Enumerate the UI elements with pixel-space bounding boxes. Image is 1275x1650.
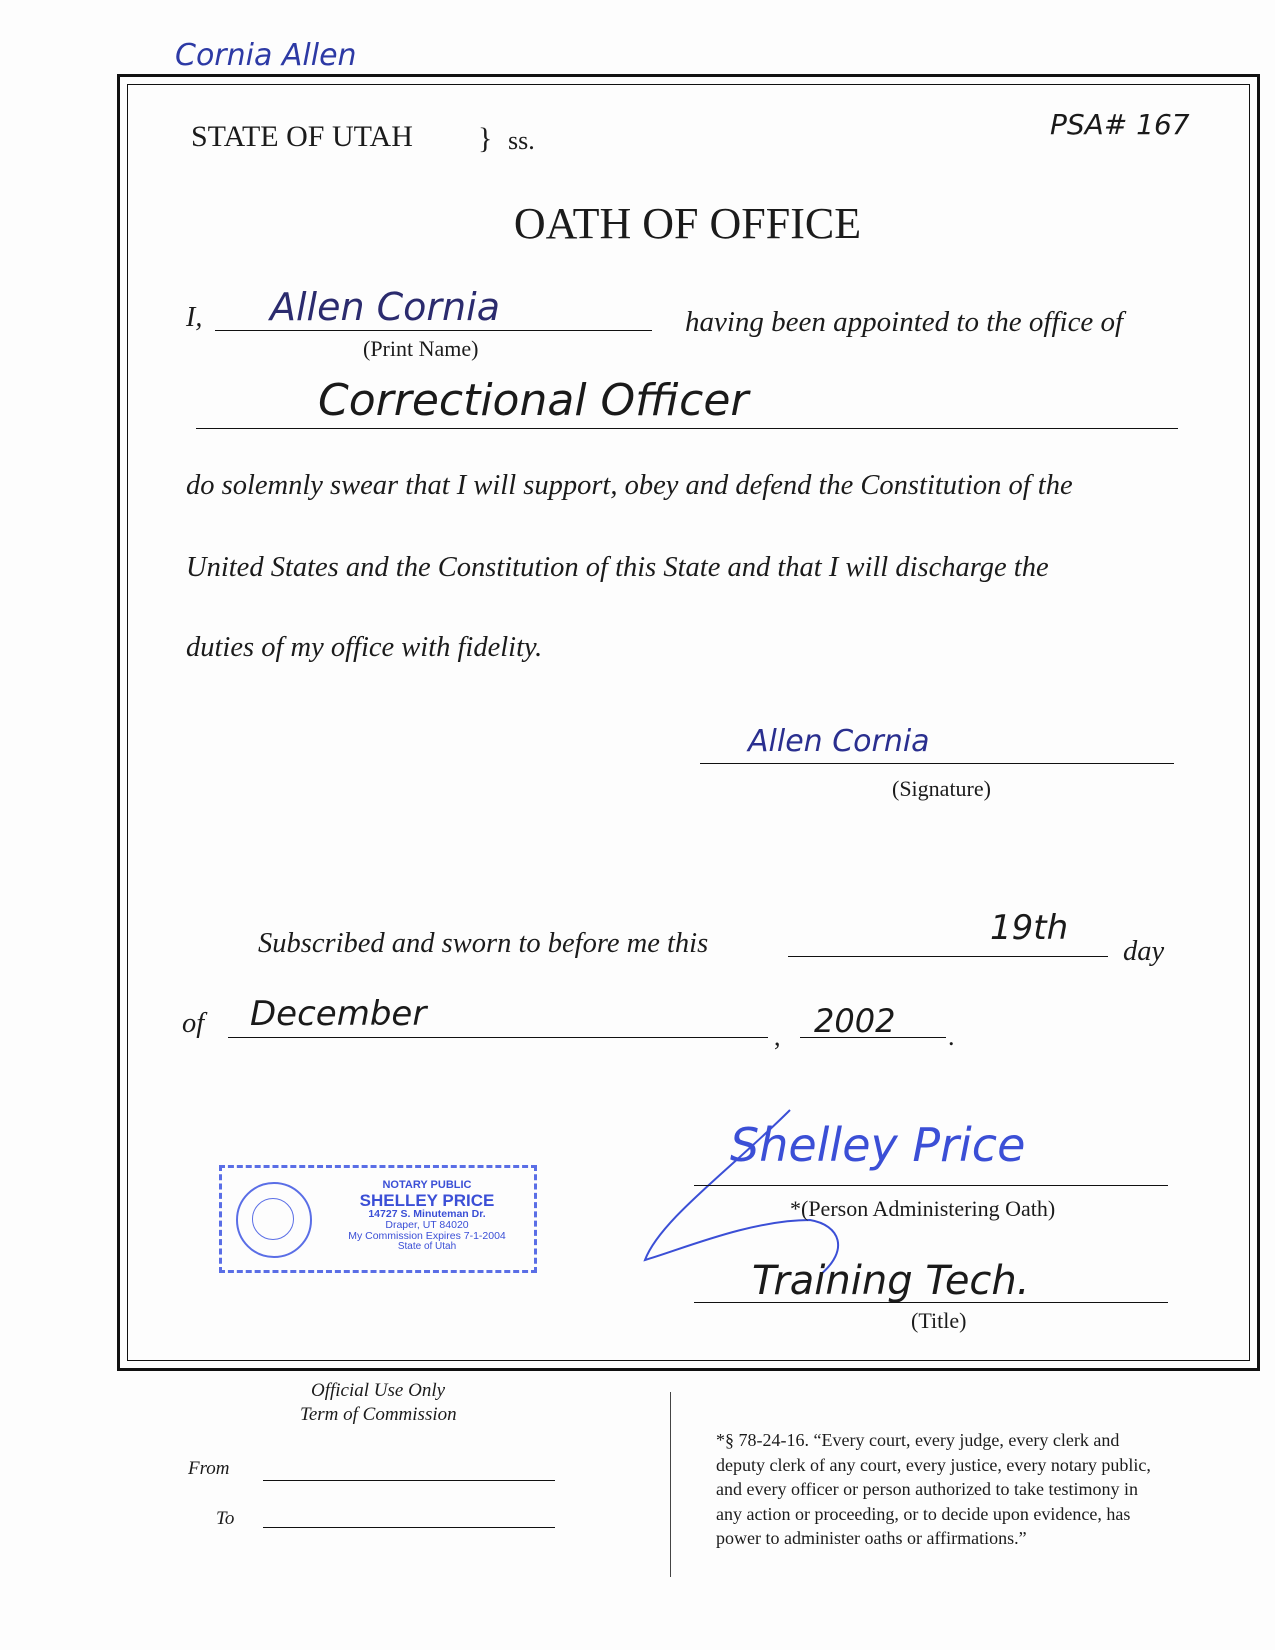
to-line[interactable] — [263, 1527, 555, 1528]
year-value: 2002 — [814, 1002, 896, 1040]
i-label: I, — [186, 302, 203, 333]
from-label: From — [188, 1458, 230, 1479]
oath-line-1: do solemnly swear that I will support, obey and defend the Constitution of the — [186, 470, 1073, 501]
date-comma: , — [774, 1022, 781, 1051]
official-use-heading: Official Use Only — [311, 1380, 446, 1401]
signature-flourish — [640, 1100, 900, 1280]
title-line — [694, 1302, 1168, 1303]
day-line — [788, 956, 1108, 957]
stamp-line-5: My Commission Expires 7-1-2004 — [348, 1230, 506, 1243]
venue-brace: } — [478, 122, 493, 155]
state-line: STATE OF UTAH — [191, 120, 413, 153]
footnote — [716, 1428, 1151, 1551]
signature-label: (Signature) — [892, 776, 991, 801]
print-name-line — [215, 330, 652, 331]
day-value: 19th — [990, 908, 1069, 948]
administrator-line — [694, 1185, 1168, 1186]
year-line — [800, 1037, 946, 1038]
top-handwritten-name: Cornia Allen — [175, 38, 357, 73]
signature-value: Allen Cornia — [748, 724, 930, 759]
stamp-line-1: NOTARY PUBLIC — [382, 1179, 472, 1191]
oath-line-2: United States and the Constitution of this State and that I will discharge the — [186, 552, 1049, 583]
administrator-label: *(Person Administering Oath) — [790, 1196, 1056, 1221]
footer-divider — [670, 1392, 671, 1577]
title-label: (Title) — [911, 1308, 967, 1333]
month-line — [228, 1037, 768, 1038]
footnote-line-2: deputy clerk of any court, every justice, every notary public, — [716, 1454, 1151, 1475]
office-value: Correctional Officer — [318, 375, 749, 426]
stamp-line-6: State of Utah — [397, 1241, 457, 1253]
month-value: December — [250, 994, 427, 1034]
stamp-line-2: SHELLEY PRICE — [359, 1190, 495, 1210]
office-line — [196, 428, 1178, 429]
state-seal-icon — [236, 1182, 312, 1258]
ss-label: ss. — [508, 126, 535, 155]
oath-line-3: duties of my office with fidelity. — [186, 632, 543, 663]
footnote-line-1: *§ 78-24-16. “Every court, every judge, every clerk and — [716, 1430, 1120, 1450]
signature-line — [700, 763, 1174, 764]
subscribed-text: Subscribed and sworn to before me this — [258, 928, 709, 959]
title-value: Training Tech. — [752, 1258, 1030, 1304]
print-name-value: Allen Cornia — [270, 285, 500, 329]
day-label: day — [1123, 936, 1165, 967]
footnote-line-5: power to administer oaths or affirmations.” — [716, 1528, 1027, 1548]
form-title: OATH OF OFFICE — [513, 199, 862, 248]
from-line[interactable] — [263, 1480, 555, 1481]
date-period: . — [948, 1022, 955, 1051]
stamp-line-3: 14727 S. Minuteman Dr. — [368, 1208, 486, 1221]
print-name-label: (Print Name) — [363, 336, 479, 361]
appointed-text: having been appointed to the office of — [685, 306, 1124, 338]
psa-number: PSA# 167 — [1050, 108, 1190, 141]
footnote-line-3: and every officer or person authorized to take testimony in — [716, 1479, 1139, 1499]
notary-stamp — [219, 1165, 537, 1273]
term-of-commission-heading: Term of Commission — [300, 1404, 457, 1425]
footnote-line-4: any action or proceeding, or to decide upon evidence, has — [716, 1503, 1131, 1524]
to-label: To — [216, 1508, 235, 1529]
of-label: of — [182, 1008, 205, 1039]
stamp-line-4: Draper, UT 84020 — [385, 1219, 469, 1232]
administrator-signature: Shelley Price — [730, 1118, 1026, 1172]
